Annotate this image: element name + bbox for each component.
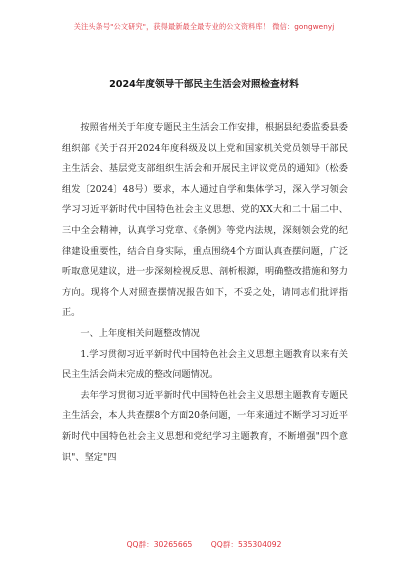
paragraph-item-1: 1.学习贯彻习近平新时代中国特色社会主义思想主题教育以来有关民主生活会尚未完成的整改问题情况。 <box>62 348 348 381</box>
header-notice: 关注头条号"公文研究"，获得最新最全最专业的公文资料库！ 微信：gongwenyj <box>73 22 335 31</box>
section-heading: 一、上年度相关问题整改情况 <box>80 327 200 339</box>
footer-contacts <box>0 539 408 550</box>
document-title: 2024年度领导干部民主生活会对照检查材料 <box>109 79 299 90</box>
paragraph-intro: 按照省州关于年度专题民主生活会工作安排，根据县纪委监委县委组织部《关于召开2024年度科级及以上党和国家机关党员领导干部民主生活会、基层党支部组织生活会和开展民主评议党员的通知》（松委组发〔2024〕48号）要求，本人通过自学和集体学习，深入学习领会学习习近平新时代中国特色社会主义思想、党的XX大和二十届二中、三中全会精神，认真学习党章、《条例》等党内法规，深刻领会党的纪律建设重要性，结合自身实际，重点围绕4个方面认真查摆问题，广泛听取意见建议，进一步深刻检视反思、剖析根源，明确整改措施和努力方向。现将个人对照查摆情况报告如下，不妥之处，请同志们批评指正。 <box>62 122 348 319</box>
document-body <box>62 118 348 468</box>
paragraph-last-year: 去年学习贯彻习近平新时代中国特色社会主义思想主题教育专题民主生活会，本人共查摆8个方面20条问题，一年来通过不断学习习近平新时代中国特色社会主义思想和党纪学习主题教育，不断增强"四个意识"、坚定"四 <box>62 389 348 463</box>
footer-qq-group-2: QQ群：535304092 <box>210 540 282 549</box>
footer-qq-group-1: QQ群：30265665 <box>126 540 193 549</box>
